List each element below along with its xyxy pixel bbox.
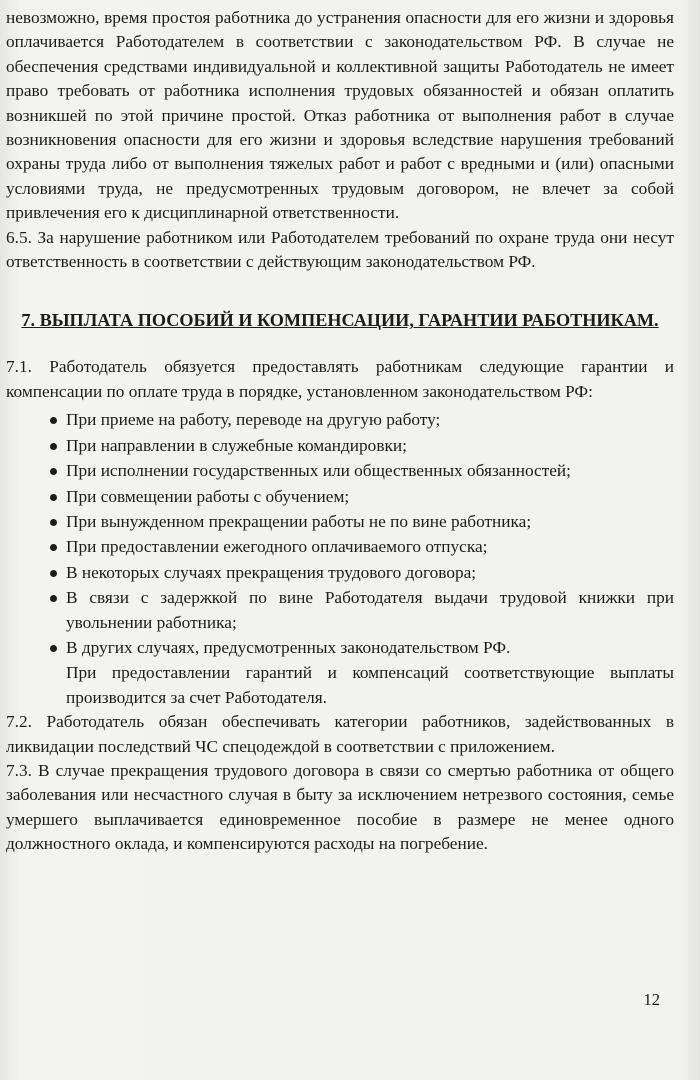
guarantees-list bbox=[6, 408, 674, 660]
list-item: В других случаях, предусмотренных законодательством РФ. bbox=[6, 636, 674, 660]
list-item: При исполнении государственных или общественных обязанностей; bbox=[6, 459, 674, 483]
bullet-icon bbox=[50, 443, 57, 450]
page-content bbox=[6, 6, 674, 857]
bullet-icon bbox=[50, 494, 57, 501]
paragraph-6-4-continuation: невозможно, время простоя работника до устранения опасности для его жизни и здоровья оплачивается Работодателем в соответствии с законодательством РФ. В случае не обеспечения средствами индивидуальной и коллективной защиты Работодатель не имеет право требовать от работника исполнения трудовых обязанностей и обязан оплатить возникшей по этой причине простой. Отказ работника от выполнения работ в случае возникновения опасности для его жизни и здоровья вследствие нарушения требований охраны труда либо от выполнения тяжелых работ и работ с вредными и (или) опасными условиями труда, не предусмотренных трудовым договором, не влечет за собой привлечения его к дисциплинарной ответственности. bbox=[6, 8, 674, 223]
list-item: При приеме на работу, переводе на другую работу; bbox=[6, 408, 674, 432]
list-item: В некоторых случаях прекращения трудового договора; bbox=[6, 561, 674, 585]
bullet-icon bbox=[50, 468, 57, 475]
paragraph-7-1: 7.1. Работодатель обязуется предоставлять работникам следующие гарантии и компенсации по оплате труда в порядке, установленном законодательством РФ: bbox=[6, 357, 674, 401]
list-item: В связи с задержкой по вине Работодателя выдачи трудовой книжки при увольнении работника; bbox=[6, 586, 674, 635]
bullet-icon bbox=[50, 645, 57, 652]
page-number: 12 bbox=[643, 990, 660, 1009]
guarantees-note: При предоставлении гарантий и компенсаций соответствующие выплаты производится за счет Работодателя. bbox=[66, 663, 674, 707]
bullet-icon bbox=[50, 417, 57, 424]
paragraph-7-3: 7.3. В случае прекращения трудового договора в связи со смертью работника от общего заболевания или несчастного случая в быту за исключением нетрезвого состояния, семье умершего выплачивается единовременное пособие в размере не менее одного должностного оклада, и компенсируются расходы на погребение. bbox=[6, 760, 674, 854]
section-heading: 7. ВЫПЛАТА ПОСОБИЙ И КОМПЕНСАЦИИ, ГАРАНТИИ РАБОТНИКАМ. bbox=[21, 310, 659, 331]
list-item: При предоставлении ежегодного оплачиваемого отпуска; bbox=[6, 535, 674, 559]
bullet-icon bbox=[50, 570, 57, 577]
bullet-icon bbox=[50, 519, 57, 526]
list-item: При направлении в служебные командировки; bbox=[6, 434, 674, 458]
list-item: При совмещении работы с обучением; bbox=[6, 485, 674, 509]
bullet-icon bbox=[50, 595, 57, 602]
bullet-icon bbox=[50, 544, 57, 551]
list-item: При вынужденном прекращении работы не по вине работника; bbox=[6, 510, 674, 534]
paragraph-6-5: 6.5. За нарушение работником или Работодателем требований по охране труда они несут ответственность в соответствии с действующим законодательством РФ. bbox=[6, 227, 674, 272]
paragraph-7-2: 7.2. Работодатель обязан обеспечивать категории работников, задействованных в ликвидации последствий ЧС спецодеждой в соответствии с приложением. bbox=[6, 712, 674, 756]
